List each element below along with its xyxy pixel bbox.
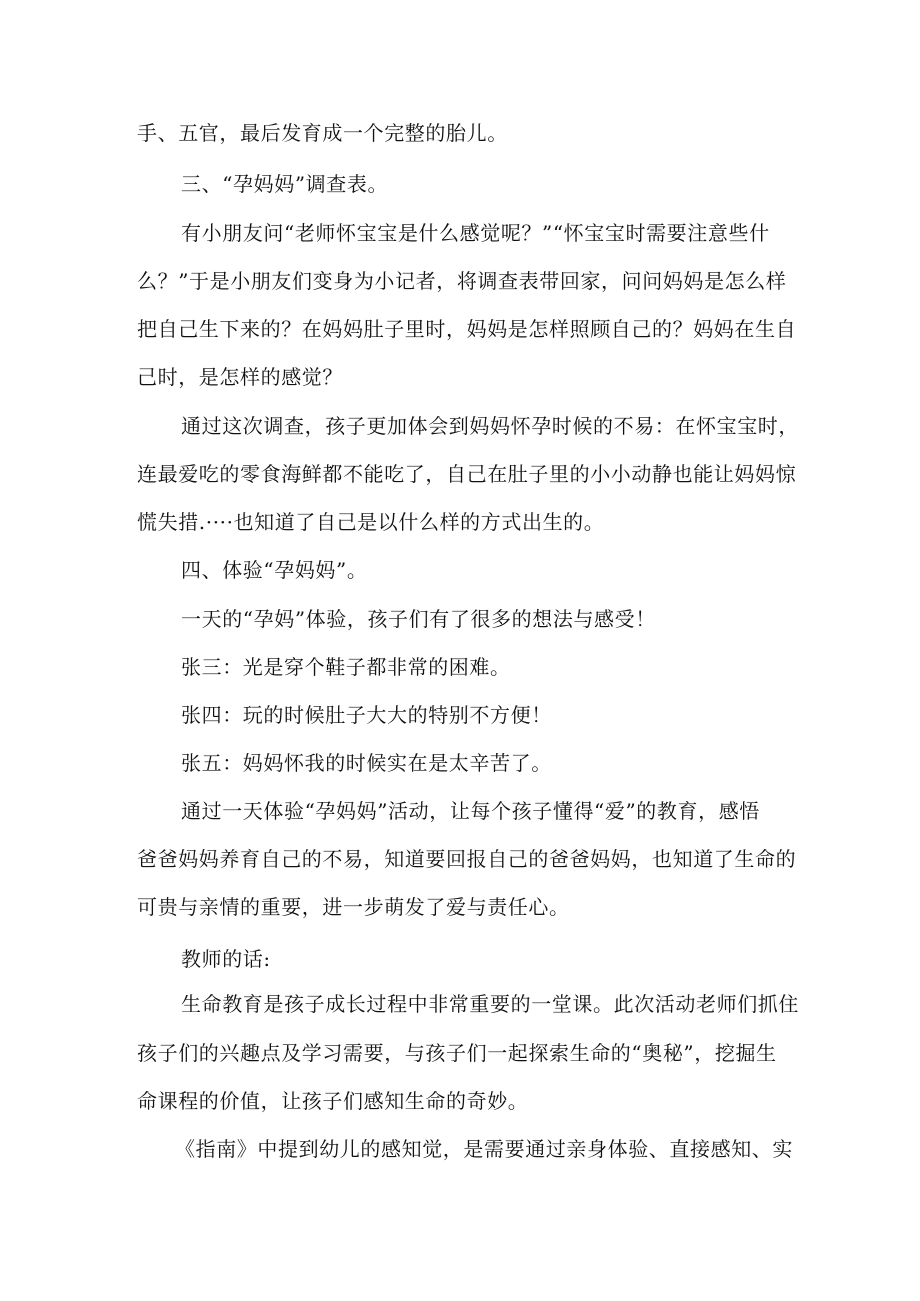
text-line: 孩子们的兴趣点及学习需要，与孩子们一起探索生命的“奥秘”，挖掘生: [137, 1041, 777, 1065]
text-line: 张四：玩的时候肚子大大的特别不方便！: [181, 703, 552, 727]
text-line: 把自己生下来的？在妈妈肚子里时，妈妈是怎样照顾自己的？妈妈在生自: [137, 317, 797, 341]
text-line: 张五：妈妈怀我的时候实在是太辛苦了。: [181, 751, 552, 775]
text-line: 张三：光是穿个鞋子都非常的困难。: [181, 655, 511, 679]
text-line: 爸爸妈妈养育自己的不易，知道要回报自己的爸爸妈妈，也知道了生命的: [137, 847, 797, 871]
text-line: 有小朋友问“老师怀宝宝是什么感觉呢？”“怀宝宝时需要注意些什: [181, 221, 770, 245]
text-line: 一天的“孕妈”体验，孩子们有了很多的想法与感受！: [181, 607, 656, 631]
section-heading: 三、“孕妈妈”调查表。: [181, 172, 389, 196]
text-line: 可贵与亲情的重要，进一步萌发了爱与责任心。: [137, 895, 570, 919]
text-line: 连最爱吃的零食海鲜都不能吃了，自己在肚子里的小小动静也能让妈妈惊: [137, 462, 797, 486]
text-line: 手、五官，最后发育成一个完整的胎儿。: [137, 121, 508, 145]
text-line: 命课程的价值，让孩子们感知生命的奇妙。: [137, 1089, 529, 1113]
text-line: 么？”于是小朋友们变身为小记者，将调查表带回家，问问妈妈是怎么样: [137, 269, 787, 293]
text-line: 《指南》中提到幼儿的感知觉，是需要通过亲身体验、直接感知、实: [175, 1137, 793, 1161]
section-heading: 教师的话:: [181, 947, 271, 971]
text-line: 通过一天体验“孕妈妈”活动，让每个孩子懂得“爱”的教育，感悟: [181, 799, 760, 823]
text-line: 生命教育是孩子成长过程中非常重要的一堂课。此次活动老师们抓住: [181, 992, 799, 1016]
text-line: 己时，是怎样的感觉？: [137, 365, 343, 389]
section-heading: 四、体验“孕妈妈”。: [181, 558, 368, 582]
text-line: 慌失措.····也知道了自己是以什么样的方式出生的。: [137, 510, 605, 534]
text-line: 通过这次调查，孩子更加体会到妈妈怀孕时候的不易：在怀宝宝时，: [181, 414, 799, 438]
